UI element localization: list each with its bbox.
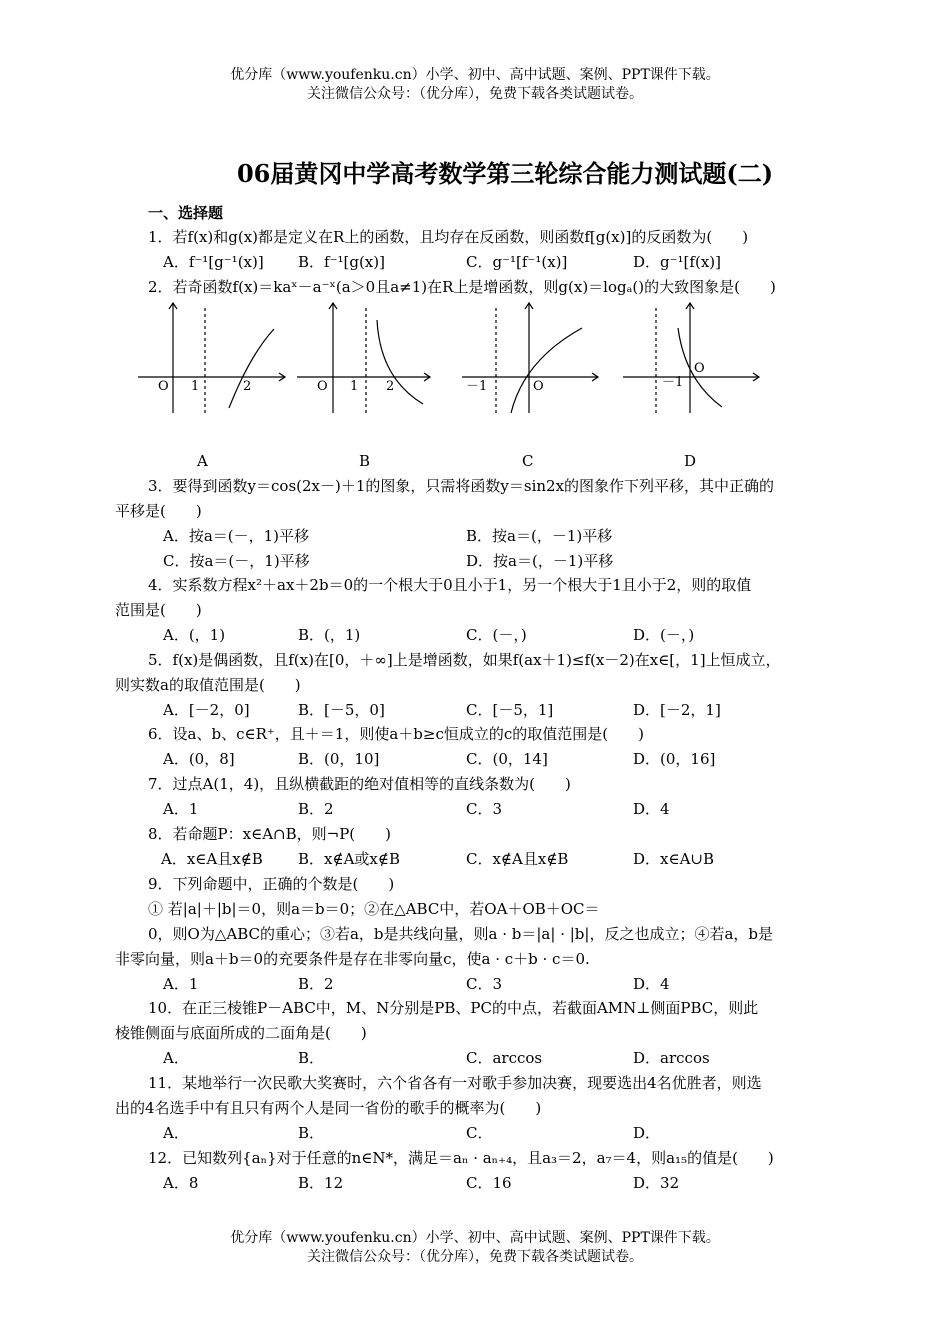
question-10-stem-2: 棱锥侧面与底面所成的二面角是( ) [115,1024,367,1042]
graph-b [297,303,430,413]
q9-option-b: B．2 [298,975,334,993]
graph-c-origin: O [533,379,544,394]
q7-option-a: A．1 [163,800,199,818]
q1-option-c: C．g⁻¹[f⁻¹(x)] [466,253,568,271]
q8-option-c: C．x∉A且x∉B [466,850,569,868]
q1-option-b: B．f⁻¹[g(x)] [298,253,385,271]
q10-option-b: B． [298,1049,325,1067]
question-3-stem-2: 平移是( ) [115,502,202,520]
q1-option-a: A．f⁻¹[g⁻¹(x)] [163,253,264,271]
header-line-1: 优分库（www.youfenku.cn）小学、初中、高中试题、案例、PPT课件下载。 [230,67,720,83]
page-title: 06届黄冈中学高考数学第三轮综合能力测试题(二) [236,159,774,188]
q4-option-c: C．(－，) [466,626,527,644]
question-7-stem: 7．过点A(1，4)，且纵横截距的绝对值相等的直线条数为( ) [148,775,571,793]
q3-option-a: A．按a＝(－，1)平移 [163,527,310,545]
question-4-stem-1: 4．实系数方程x²＋ax＋2b＝0的一个根大于0且小于1，另一个根大于1且小于2，则的取值 [148,576,752,594]
q12-option-c: C．16 [466,1174,512,1192]
graph-b-tick-1: 1 [350,379,359,394]
q7-option-c: C．3 [466,800,503,818]
q4-option-a: A．(，1) [163,626,226,644]
header-line-2: 关注微信公众号：（优分库），免费下载各类试题试卷。 [307,86,643,102]
q9-option-d: D．4 [633,975,670,993]
graph-b-label: B [359,452,371,470]
graph-a-label: A [197,452,208,470]
graph-c-tick-neg1: －1 [466,379,488,394]
q11-option-a: A． [163,1124,189,1142]
q6-option-c: C．(0，14] [466,750,548,768]
q1-option-d: D．g⁻¹[f(x)] [633,253,721,271]
question-1-stem: 1．若f(x)和g(x)都是定义在R上的函数，且均存在反函数，则函数f[g(x)]的反函数为( ) [148,228,749,246]
q10-option-d: D．arccos [633,1049,710,1067]
q6-option-d: D．(0，16] [633,750,716,768]
q10-option-c: C．arccos [466,1049,543,1067]
graph-a-tick-2: 2 [243,379,252,394]
question-11-stem-1: 11．某地举行一次民歌大奖赛时，六个省各有一对歌手参加决赛，现要选出4名优胜者，则选 [148,1074,762,1092]
question-3-stem-1: 3．要得到函数y＝cos(2x－)＋1的图象，只需将函数y＝sin2x的图象作下列平移，其中正确的 [148,477,775,495]
footer-line-2: 关注微信公众号：（优分库），免费下载各类试题试卷。 [307,1249,643,1265]
question-9-line-1: ① 若|a|＋|b|＝0，则a＝b＝0；②在△ABC中，若OA＋OB＋OC＝ [148,900,600,918]
question-2-stem: 2．若奇函数f(x)＝kaˣ－a⁻ˣ(a＞0且a≠1)在R上是增函数，则g(x)＝logₐ()的大致图象是( ) [148,278,776,296]
q10-option-a: A． [163,1049,189,1067]
q8-option-a: A．x∈A且x∉B [161,850,263,868]
q11-option-d: D． [633,1124,661,1142]
q12-option-d: D．32 [633,1174,680,1192]
q6-option-a: A．(0，8] [163,750,235,768]
question-11-stem-2: 出的4名选手中有且只有两个人是同一省份的歌手的概率为( ) [115,1099,542,1117]
q4-option-d: D．(－，) [633,626,695,644]
q2-graphs [0,300,950,450]
graph-d-tick-neg1: －1 [662,375,684,390]
question-6-stem: 6．设a、b、c∈R⁺，且＋＝1，则使a＋b≥c恒成立的c的取值范围是( ) [148,725,644,743]
q5-option-a: A．[－2，0] [163,701,250,719]
graph-c-label: C [522,452,534,470]
q7-option-b: B．2 [298,800,334,818]
q8-option-d: D．x∈A∪B [633,850,715,868]
graph-a-origin: O [158,379,169,394]
graph-b-origin: O [317,379,328,394]
footer-line-1: 优分库（www.youfenku.cn）小学、初中、高中试题、案例、PPT课件下载。 [230,1230,720,1246]
graph-d-label: D [684,452,697,470]
q4-option-b: B．(，1) [298,626,361,644]
question-5-stem-2: 则实数a的取值范围是( ) [115,676,301,694]
question-8-stem: 8．若命题P：x∈A∩B，则¬P( ) [148,825,391,843]
question-12-stem: 12．已知数列{aₙ}对于任意的n∈N*，满足＝aₙ · aₙ₊₄，且a₃＝2，a₇＝4，则a₁₅的值是( ) [148,1149,774,1167]
q12-option-b: B．12 [298,1174,344,1192]
q3-option-c: C．按a＝(－，1)平移 [163,552,310,570]
q5-option-b: B．[－5，0] [298,701,385,719]
section-heading: 一、选择题 [148,204,224,222]
question-9-line-2: 0，则O为△ABC的重心；③若a，b是共线向量，则a · b＝|a| · |b|，反之也成立；④若a，b是 [148,925,773,943]
question-9-line-3: 非零向量，则a＋b＝0的充要条件是存在非零向量c，使a · c＋b · c＝0. [115,950,590,968]
q5-option-d: D．[－2，1] [633,701,721,719]
q8-option-b: B．x∉A或x∉B [298,850,401,868]
question-10-stem-1: 10．在正三棱锥P－ABC中，M、N分别是PB、PC的中点，若截面AMN⊥侧面PBC，则此 [148,999,759,1017]
q12-option-a: A．8 [163,1174,199,1192]
q3-option-b: B．按a＝(，－1)平移 [466,527,613,545]
q11-option-c: C． [466,1124,493,1142]
q5-option-c: C．[－5，1] [466,701,554,719]
q3-option-d: D．按a＝(，－1)平移 [466,552,614,570]
graph-b-tick-2: 2 [386,379,395,394]
graph-c [462,303,598,413]
question-5-stem-1: 5．f(x)是偶函数，且f(x)在[0，＋∞]上是增函数，如果f(ax＋1)≤f(x－2)在x∈[，1]上恒成立， [148,651,781,669]
question-4-stem-2: 范围是( ) [115,601,202,619]
graph-d [623,303,759,413]
q9-option-c: C．3 [466,975,503,993]
q7-option-d: D．4 [633,800,670,818]
graph-a-tick-1: 1 [191,379,200,394]
question-9-stem: 9．下列命题中，正确的个数是( ) [148,875,395,893]
q6-option-b: B．(0，10] [298,750,380,768]
graph-d-origin: O [694,361,705,376]
q11-option-b: B． [298,1124,325,1142]
graph-a [138,303,285,413]
q9-option-a: A．1 [163,975,199,993]
